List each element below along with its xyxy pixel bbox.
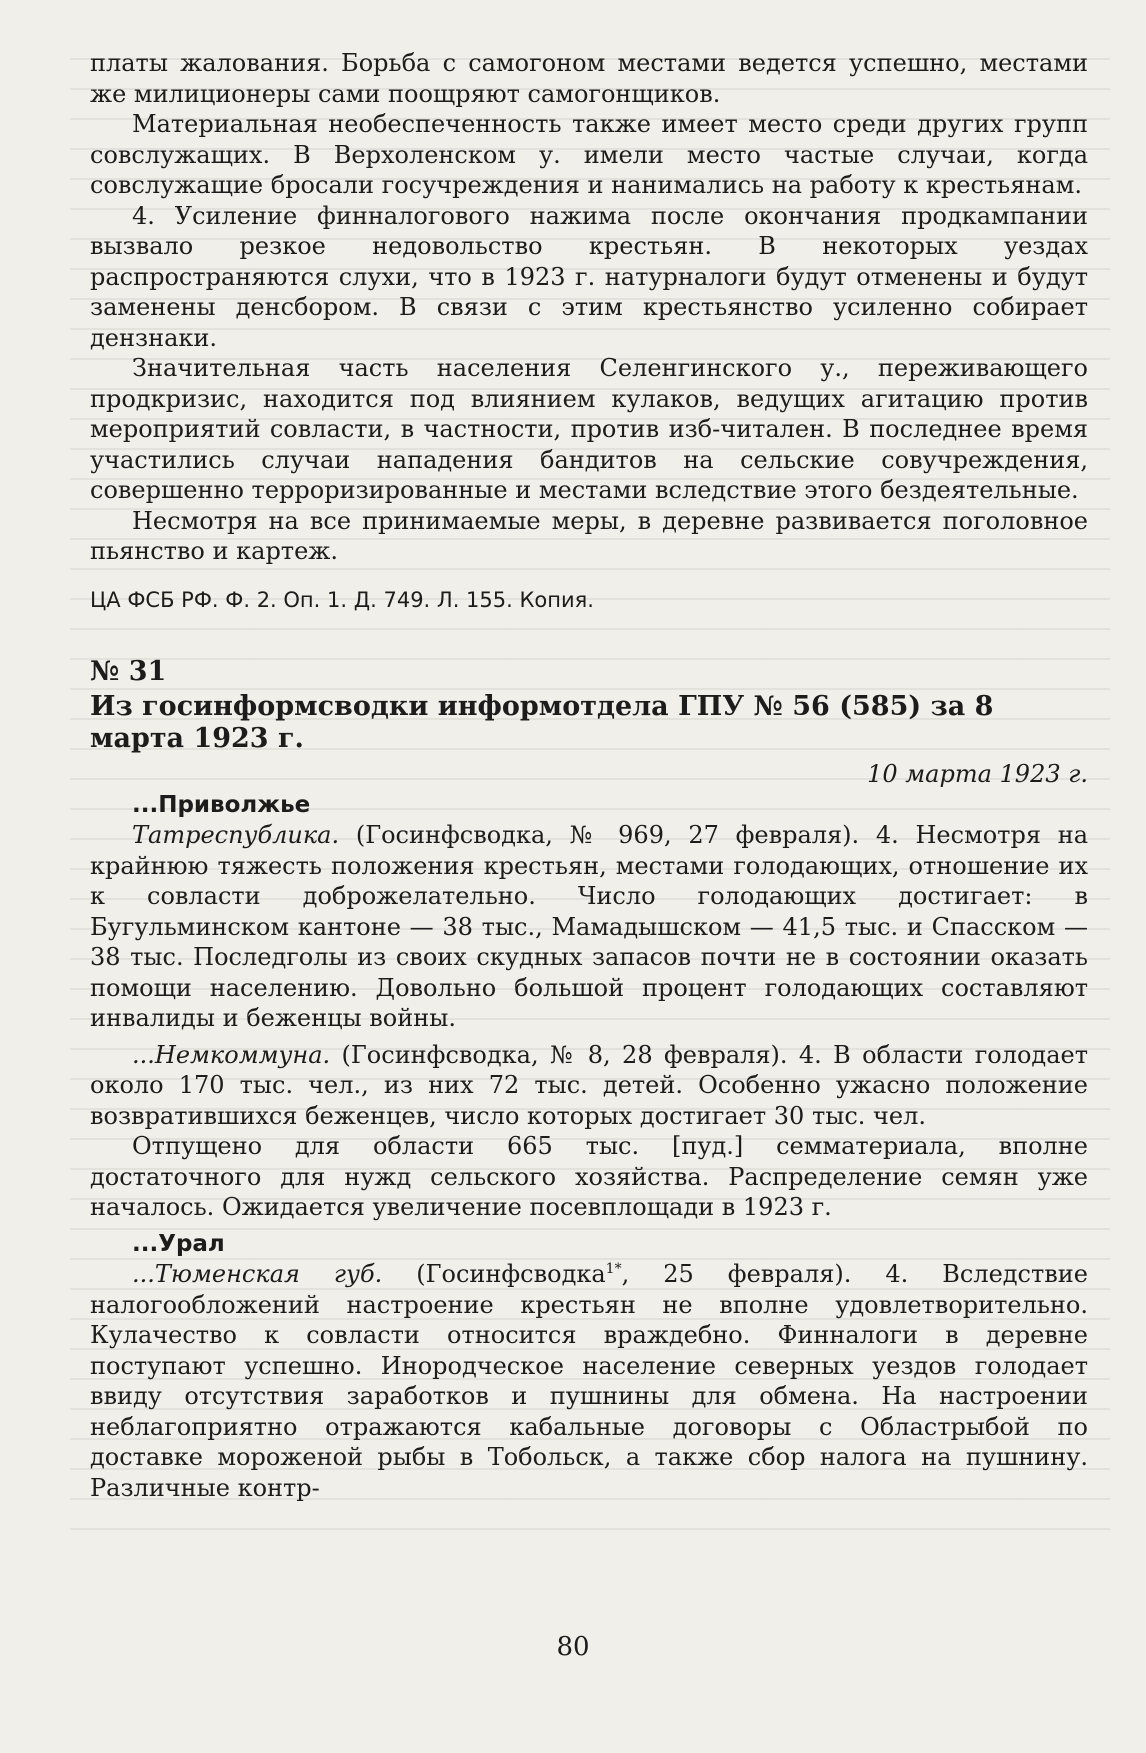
paragraph: Материальная необеспеченность также имеет место среди других групп совслужащих. В Верхоленском у. имели место частые случаи, когда совслужащие бросали госучреждения и нанимались на работу к крестьянам. <box>90 110 1088 199</box>
document-title: Из госинформсводки информотдела ГПУ № 56 (585) за 8 марта 1923 г. <box>90 691 994 754</box>
archive-source: ЦА ФСБ РФ. Ф. 2. Оп. 1. Д. 749. Л. 155. Копия. <box>90 587 594 612</box>
paragraph-tyumen <box>90 1259 1088 1503</box>
paragraph-nemkommuna <box>90 1040 1088 1132</box>
region-heading-ural: ...Урал <box>132 1230 225 1257</box>
region-label: Татреспублика. <box>132 821 340 849</box>
paragraph: платы жалования. Борьба с самогоном местами ведется успешно, местами же милиционеры сами поощряют самогонщиков. <box>90 49 1088 108</box>
paragraph: Значительная часть населения Селенгинского у., переживающего продкризис, находится под влиянием кулаков, ведущих агитацию против мероприятий совласти, в частности, против изб-читален. В последнее время участились случаи нападения бандитов на сельские совучреждения, совершенно терроризированные и местами вследствие этого бездеятельные. <box>90 354 1088 504</box>
document-number: № 31 <box>90 656 167 687</box>
document-date: 10 марта 1923 г. <box>867 760 1088 788</box>
paragraph: Несмотря на все принимаемые меры, в деревне развивается поголовное пьянство и картеж. <box>90 506 1088 565</box>
region-heading-volga: ...Приволжье <box>132 791 311 818</box>
paragraph-seed: Отпущено для области 665 тыс. [пуд.] семматериала, вполне достаточного для нужд сельского хозяйства. Распределение семян уже началось. Ожидается увеличение посевплощади в 1923 г. <box>90 1132 1088 1221</box>
paragraph-text: (Госинфсводка, № 969, 27 февраля). 4. Несмотря на крайнюю тяжесть положения крестьян, местами голодающих, отношение их к совласти доброжелательно. Число голодающих достигает: в Бугульминском кантоне — 38 тыс., Мамадышском — 41,5 тыс. и Спасском — 38 тыс. Последголы из своих скудных запасов почти не в состоянии оказать помощи населению. Довольно большой процент голодающих составляют инвалиды и беженцы войны. <box>90 821 1088 1032</box>
document-body <box>90 48 1088 1503</box>
region-label: ...Немкоммуна. <box>132 1040 331 1069</box>
footnote-mark: 1* <box>605 1261 622 1277</box>
paragraph-text: (Госинфсводка, № 8, 28 февраля). 4. В области голодает около 170 тыс. чел., из них 72 тыс. детей. Особенно ужасно положение возвратившихся беженцев, число которых достигает 30 тыс. чел. <box>90 1040 1088 1130</box>
paragraph: 4. Усиление финналогового нажима после окончания продкампании вызвало резкое недовольство крестьян. В некоторых уездах распространяются слухи, что в 1923 г. натурналоги будут отменены и будут заменены денсбором. В связи с этим крестьянство усиленно собирает дензнаки. <box>90 201 1088 352</box>
page-number: 80 <box>556 1632 590 1662</box>
paragraph-text: , 25 февраля). 4. Вследствие налогообложений настроение крестьян не вполне удовлетворительно. Кулачество к совласти относится враждебно. Финналоги в деревне поступают успешно. Инородческое население северных уездов голодает ввиду отсутствия заработков и пушнины для обмена. На настроении неблагоприятно отражаются кабальные договоры с Областрыбой по доставке мороженой рыбы в Тобольск, а также сбор налога на пушнину. Различные контр- <box>90 1260 1088 1502</box>
paragraph-text: (Госинфсводка <box>382 1260 606 1288</box>
paragraph-tatar <box>90 820 1088 1034</box>
region-label: ...Тюменская губ. <box>132 1260 383 1288</box>
